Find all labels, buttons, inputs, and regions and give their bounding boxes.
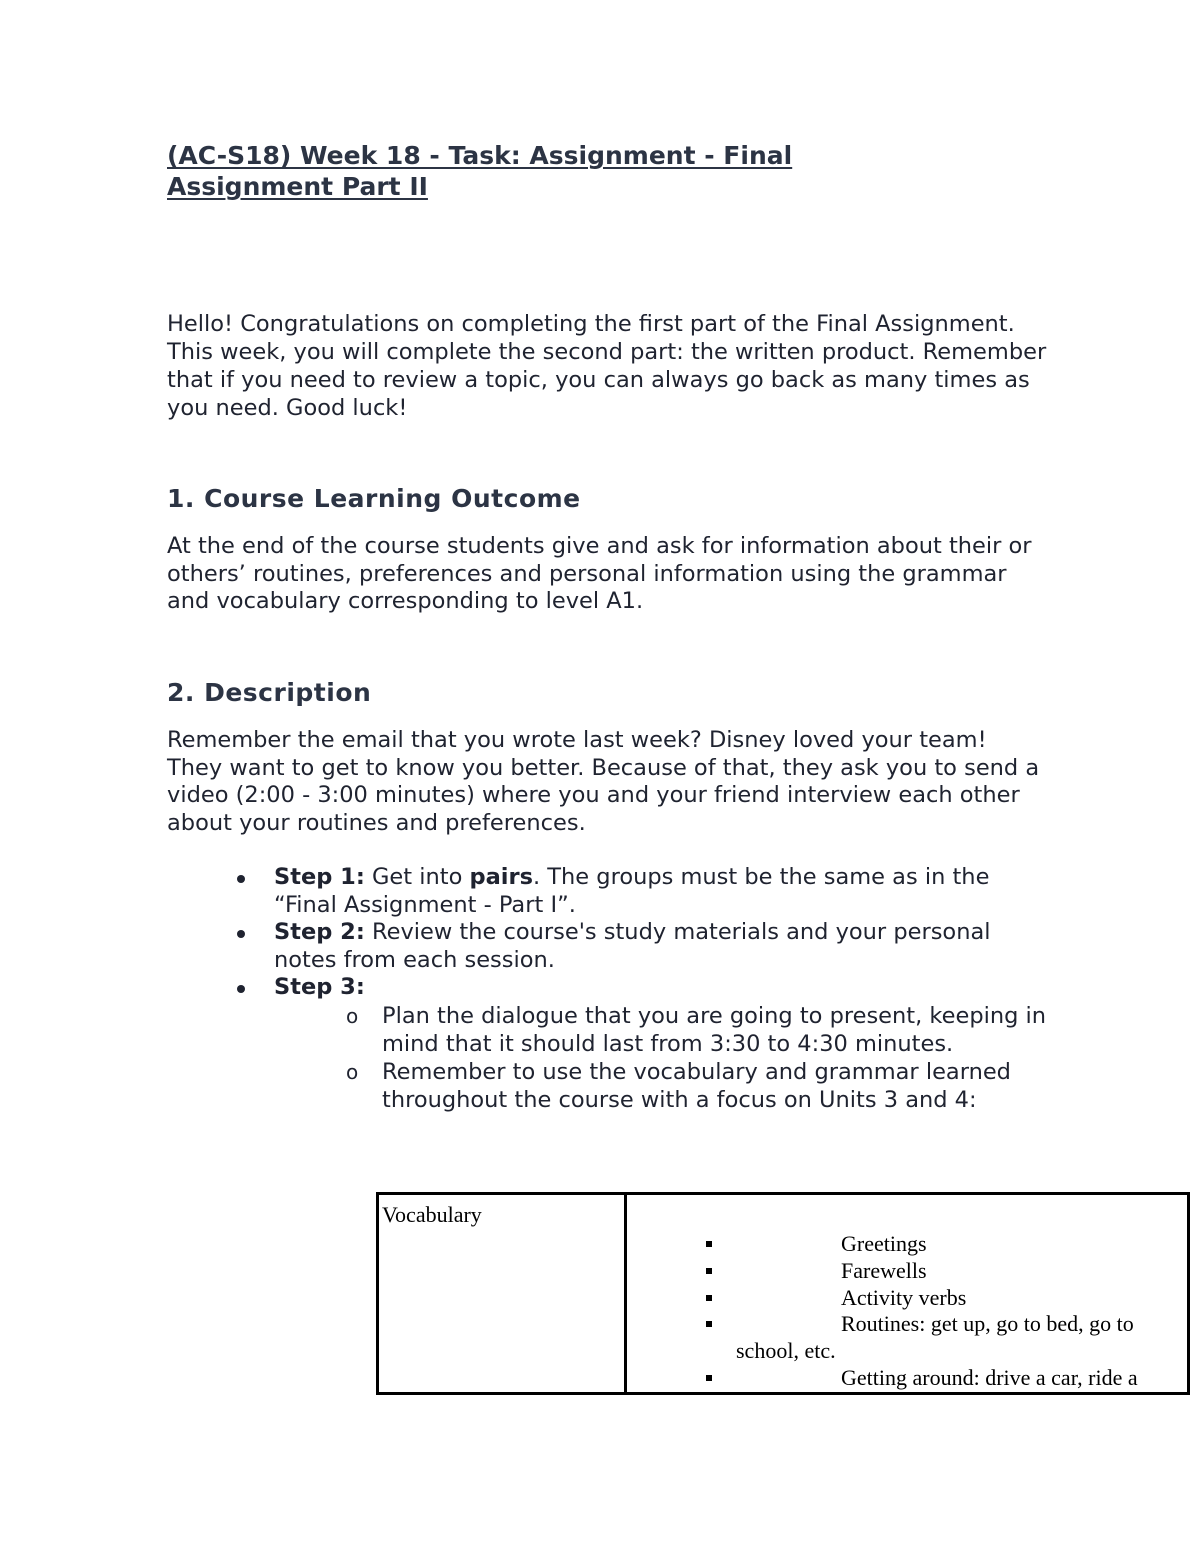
learning-outcome-paragraph: At the end of the course students give and ask for information about their or others’ routines, preferences and personal information using the grammar and vocabulary corresponding to level A1. [167, 533, 1032, 614]
step-3-label: Step 3: [274, 974, 365, 1000]
square-bullet-icon [706, 1321, 712, 1327]
table-divider [624, 1195, 627, 1392]
step-3-item [167, 974, 1047, 1114]
vocabulary-item-text: Farewells [841, 1257, 927, 1283]
vocabulary-item-text: Routines: get up, go to bed, go to [841, 1311, 1134, 1337]
square-bullet-icon [706, 1375, 712, 1381]
step-2-label: Step 2: [274, 919, 365, 945]
vocabulary-list [629, 1231, 1189, 1392]
description-paragraph: Remember the email that you wrote last week? Disney loved your team! They want to get to know you better. Because of that, they ask you to send a video (2:00 - 3:00 minutes) where you and your friend interview each other about your routines and preferences. [167, 727, 1040, 836]
section-heading-description: 2. Description [167, 678, 372, 707]
vocabulary-item [629, 1258, 1189, 1285]
step-3-subitem [274, 1002, 1047, 1058]
square-bullet-icon [706, 1241, 712, 1247]
vocabulary-item-text: Activity verbs [841, 1284, 967, 1310]
step-2-text: Review the course's study materials and your personal notes from each session. [274, 919, 991, 973]
vocabulary-item-text: Getting around: drive a car, ride a [841, 1364, 1138, 1390]
vocabulary-table [376, 1192, 1190, 1395]
step-1-item [167, 864, 1047, 919]
bullet-icon [237, 985, 245, 993]
circle-bullet-icon: o [346, 1059, 359, 1084]
document-title: (AC-S18) Week 18 - Task: Assignment - Final Assignment Part II [167, 141, 793, 201]
step-3-sublist [274, 1002, 1047, 1114]
step-1-text-a: Get into [364, 864, 470, 890]
vocabulary-item [629, 1311, 1189, 1365]
vocabulary-item-text: Greetings [841, 1231, 927, 1256]
vocabulary-item-wrap-text: school, etc. [736, 1338, 836, 1364]
bullet-icon [237, 930, 245, 938]
step-3-subitem-text: Remember to use the vocabulary and grammar learned throughout the course with a focus on Units 3 and 4: [382, 1058, 1011, 1113]
intro-paragraph: Hello! Congratulations on completing the first part of the Final Assignment. This week, you will complete the second part: the written product. Remember that if you need to review a topic, you can always go back as many times as you need. Good luck! [167, 311, 1047, 421]
step-1-label: Step 1: [274, 864, 365, 890]
bullet-icon [237, 875, 245, 883]
step-1-text-b: . The groups must be the same as in the “Final Assignment - Part I”. [274, 864, 990, 918]
vocabulary-item [629, 1365, 1189, 1392]
step-3-subitem [274, 1058, 1047, 1114]
steps-list [167, 864, 1047, 1114]
square-bullet-icon [706, 1268, 712, 1274]
vocabulary-item [629, 1285, 1189, 1312]
step-1-bold: pairs [469, 864, 533, 890]
vocabulary-item [629, 1231, 1189, 1258]
section-heading-learning-outcome: 1. Course Learning Outcome [167, 484, 581, 513]
step-3-subitem-text: Plan the dialogue that you are going to present, keeping in mind that it should last from 3:30 to 4:30 minutes. [382, 1002, 1047, 1057]
vocabulary-label: Vocabulary [382, 1202, 482, 1227]
step-2-item [167, 919, 1047, 974]
circle-bullet-icon: o [346, 1003, 359, 1028]
square-bullet-icon [706, 1295, 712, 1301]
